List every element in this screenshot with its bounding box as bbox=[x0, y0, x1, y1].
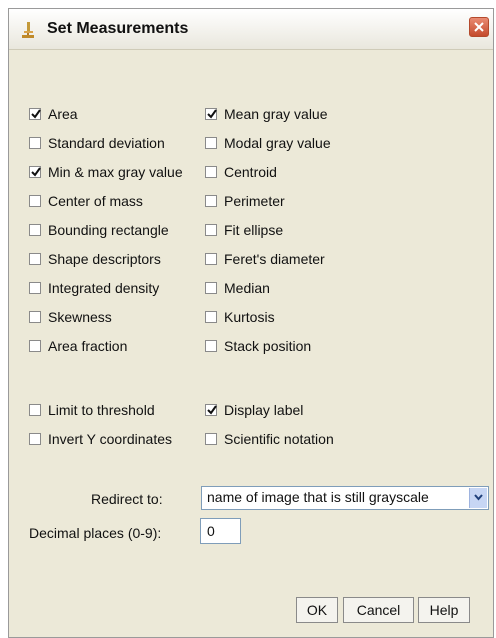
chevron-down-icon bbox=[474, 494, 483, 501]
checkbox-label: Perimeter bbox=[224, 193, 285, 209]
checkbox-label: Shape descriptors bbox=[48, 251, 161, 267]
dropdown-arrow-button[interactable] bbox=[469, 488, 487, 508]
perimeter-checkbox[interactable] bbox=[205, 192, 285, 210]
integrated-density-checkbox[interactable] bbox=[29, 279, 159, 297]
checkbox-label: Standard deviation bbox=[48, 135, 165, 151]
checkbox-box[interactable] bbox=[29, 282, 41, 294]
checkbox-box[interactable] bbox=[205, 311, 217, 323]
redirect-label: Redirect to: bbox=[91, 491, 163, 507]
redirect-selected-value: name of image that is still grayscale bbox=[207, 489, 429, 505]
checkbox-label: Kurtosis bbox=[224, 309, 275, 325]
checkbox-box[interactable] bbox=[29, 166, 41, 178]
checkbox-box[interactable] bbox=[29, 253, 41, 265]
checkbox-box[interactable] bbox=[29, 433, 41, 445]
cancel-button[interactable]: Cancel bbox=[343, 597, 414, 623]
checkbox-box[interactable] bbox=[29, 224, 41, 236]
ok-button[interactable]: OK bbox=[296, 597, 338, 623]
close-icon bbox=[473, 21, 485, 33]
checkbox-box[interactable] bbox=[29, 137, 41, 149]
standard-deviation-checkbox[interactable] bbox=[29, 134, 165, 152]
checkbox-box[interactable] bbox=[205, 404, 217, 416]
checkbox-label: Min & max gray value bbox=[48, 164, 183, 180]
area-fraction-checkbox[interactable] bbox=[29, 337, 127, 355]
checkmark-icon bbox=[30, 108, 42, 120]
checkbox-label: Modal gray value bbox=[224, 135, 331, 151]
checkmark-icon bbox=[30, 166, 42, 178]
checkbox-label: Mean gray value bbox=[224, 106, 328, 122]
dialog-title: Set Measurements bbox=[47, 20, 189, 37]
checkmark-icon bbox=[206, 108, 218, 120]
min-max-gray-checkbox[interactable] bbox=[29, 163, 183, 181]
checkbox-box[interactable] bbox=[205, 224, 217, 236]
fit-ellipse-checkbox[interactable] bbox=[205, 221, 283, 239]
checkbox-label: Skewness bbox=[48, 309, 112, 325]
microscope-icon bbox=[21, 21, 35, 39]
checkbox-label: Centroid bbox=[224, 164, 277, 180]
checkbox-label: Fit ellipse bbox=[224, 222, 284, 238]
decimal-places-label: Decimal places (0-9): bbox=[29, 525, 162, 541]
checkbox-box[interactable] bbox=[205, 166, 217, 178]
checkbox-box[interactable] bbox=[205, 340, 217, 352]
center-of-mass-checkbox[interactable] bbox=[29, 192, 143, 210]
checkbox-label: Median bbox=[224, 280, 270, 296]
skewness-checkbox[interactable] bbox=[29, 308, 112, 326]
checkbox-box[interactable] bbox=[205, 108, 217, 120]
median-checkbox[interactable] bbox=[205, 279, 270, 297]
checkbox-box[interactable] bbox=[205, 195, 217, 207]
checkmark-icon bbox=[206, 404, 218, 416]
kurtosis-checkbox[interactable] bbox=[205, 308, 275, 326]
close-button[interactable] bbox=[469, 17, 489, 37]
checkbox-box[interactable] bbox=[205, 137, 217, 149]
redirect-dropdown[interactable] bbox=[201, 486, 489, 510]
decimal-places-input[interactable]: 0 bbox=[200, 518, 241, 544]
checkbox-label: Display label bbox=[224, 402, 304, 418]
centroid-checkbox[interactable] bbox=[205, 163, 277, 181]
checkbox-box[interactable] bbox=[29, 311, 41, 323]
checkbox-box[interactable] bbox=[29, 108, 41, 120]
help-button[interactable]: Help bbox=[418, 597, 470, 623]
shape-descriptors-checkbox[interactable] bbox=[29, 250, 161, 268]
checkbox-label: Scientific notation bbox=[224, 431, 334, 447]
area-checkbox[interactable] bbox=[29, 105, 78, 123]
ferets-diameter-checkbox[interactable] bbox=[205, 250, 325, 268]
checkbox-box[interactable] bbox=[205, 433, 217, 445]
scientific-notation-checkbox[interactable] bbox=[205, 430, 334, 448]
checkbox-box[interactable] bbox=[205, 253, 217, 265]
checkbox-label: Center of mass bbox=[48, 193, 143, 209]
set-measurements-dialog bbox=[8, 8, 494, 638]
checkbox-label: Invert Y coordinates bbox=[48, 431, 173, 447]
checkbox-label: Bounding rectangle bbox=[48, 222, 169, 238]
checkbox-box[interactable] bbox=[29, 340, 41, 352]
checkbox-label: Stack position bbox=[224, 338, 312, 354]
mean-gray-value-checkbox[interactable] bbox=[205, 105, 328, 123]
stack-position-checkbox[interactable] bbox=[205, 337, 311, 355]
checkbox-box[interactable] bbox=[205, 282, 217, 294]
checkbox-label: Integrated density bbox=[48, 280, 160, 296]
display-label-checkbox[interactable] bbox=[205, 401, 303, 419]
invert-y-coordinates-checkbox[interactable] bbox=[29, 430, 172, 448]
checkbox-box[interactable] bbox=[29, 195, 41, 207]
limit-to-threshold-checkbox[interactable] bbox=[29, 401, 155, 419]
checkbox-box[interactable] bbox=[29, 404, 41, 416]
bounding-rectangle-checkbox[interactable] bbox=[29, 221, 169, 239]
modal-gray-value-checkbox[interactable] bbox=[205, 134, 331, 152]
checkbox-label: Area bbox=[48, 106, 78, 122]
checkbox-label: Limit to threshold bbox=[48, 402, 155, 418]
checkbox-label: Area fraction bbox=[48, 338, 128, 354]
title-bar[interactable] bbox=[9, 9, 493, 50]
checkbox-label: Feret's diameter bbox=[224, 251, 325, 267]
